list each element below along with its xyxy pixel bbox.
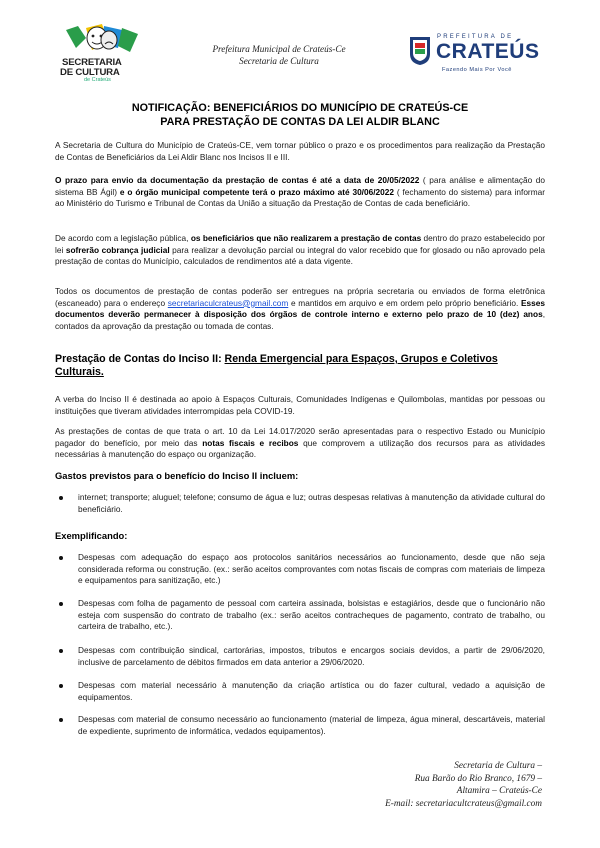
city-shield-icon <box>409 36 431 66</box>
legal-text-3: para realizar a devolução parcial ou integral do valor recebido que for glosado ou não aprovado pela prestação de contas do Município, calculados de rendimentos até a data vigente. <box>55 244 545 267</box>
list-item <box>75 492 545 515</box>
bullet-icon <box>59 649 63 653</box>
header-center <box>184 44 374 67</box>
list-item-text: Despesas com contribuição sindical, cartorárias, impostos, tributos e encargos sociais devidos, a partir de 29/06/2020, inclusive de parcelamento de débitos firmados em data anterior a 29/06/2020. <box>78 645 545 667</box>
deadline-text-2: ( fechamento do sistema) para informar ao Ministério do Turismo e Tribunal de Contas da União a situação da Prestação de Contas de cada beneficiário. <box>55 186 545 209</box>
list-item <box>75 714 545 737</box>
documents-text-2: e mantidos em arquivo e em ordem pelo próprio beneficiário. <box>288 297 521 308</box>
inciso-ii-heading-prefix: Prestação de Contas do Inciso II: <box>55 353 225 365</box>
deadline-paragraph <box>55 175 545 210</box>
logo-left-line1: SECRETARIA <box>62 57 122 68</box>
legal-bold-2: sofrerão cobrança judicial <box>65 244 170 255</box>
deadline-text-1: ( para análise e alimentação do sistema BB Ágil) <box>55 175 545 197</box>
prefeitura-crateus-logo <box>409 30 559 82</box>
secretaria-cultura-logo <box>56 24 148 86</box>
list-item-text: Despesas com material necessário à manutenção da criação artística ou do fazer cultural, vedado a aquisição de equipamentos. <box>78 680 545 702</box>
bullet-icon <box>59 684 63 688</box>
inciso-ii-heading <box>55 353 545 379</box>
list-item-text: internet; transporte; aluguel; telefone; consumo de água e luz; outras despesas relativas à manutenção da atividade cultural do beneficiário. <box>78 492 545 514</box>
footer-address <box>340 760 542 810</box>
documents-paragraph <box>55 286 545 332</box>
logo-left-line3: de Crateús <box>84 77 111 83</box>
document-title <box>40 101 560 129</box>
title-line-1: NOTIFICAÇÃO: BENEFICIÁRIOS DO MUNICÍPIO DE CRATEÚS-CE <box>131 102 469 114</box>
footer-line-2: Rua Barão do Rio Branco, 1679 – <box>414 773 542 784</box>
list-item <box>75 680 545 703</box>
gastos-heading: Gastos previstos para o benefício do Inciso II incluem: <box>55 470 299 481</box>
deadline-bold-2: e o órgão municipal competente terá o prazo máximo até 30/06/2022 <box>119 186 394 197</box>
inciso-ii-heading-underlined: Renda Emergencial para Espaços, Grupos e Coletivos Culturais. <box>55 353 498 379</box>
list-item <box>75 598 545 633</box>
email-link[interactable]: secretariaculcrateus@gmail.com <box>167 297 289 308</box>
documents-text-3: , contados da aprovação da prestação ou tomada de contas. <box>55 309 545 331</box>
legal-text-2: dentro do prazo estabelecido por lei <box>55 233 545 255</box>
list-item-text: Despesas com adequação do espaço aos protocolos sanitários necessários ao funcionamento, desde que não seja considerada reforma ou construção. (ex.: serão aceitos comprovantes com notas fiscais de compras com materiais de limpeza e equipamentos para sanitização, etc.) <box>78 552 545 586</box>
deadline-bold-1: O prazo para envio da documentação da prestação de contas é até a data de 20/05/2022 <box>55 175 420 185</box>
prestacoes-text-2: que comprovem a utilização dos recursos para as atividades necessárias à manutenção do espaço ou organização. <box>55 437 545 460</box>
logo-right-prefix: PREFEITURA DE <box>437 34 514 40</box>
title-line-2: PARA PRESTAÇÃO DE CONTAS DA LEI ALDIR BLANC <box>160 116 440 128</box>
list-item-text: Despesas com folha de pagamento de pessoal com carteira assinada, bolsistas e estagiários, desde que o funcionário não esteja com suspensão do contrato de trabalho (ex.: serão aceitos contracheques de pagamento, contrato de trabalho, ou carteira de trabalho, etc.). <box>78 598 545 632</box>
theater-masks-icon <box>64 24 140 58</box>
legal-text-1: De acordo com a legislação pública, <box>55 233 191 243</box>
list-item <box>75 552 545 587</box>
prestacoes-paragraph <box>55 426 545 461</box>
header-secretaria: Secretaria de Cultura <box>239 55 319 66</box>
logo-right-city: CRATEÚS <box>436 40 540 63</box>
list-item <box>75 645 545 668</box>
exemplos-heading: Exemplificando: <box>55 530 128 541</box>
bullet-icon <box>59 556 63 560</box>
inciso-ii-paragraph: A verba do Inciso II é destinada ao apoio à Espaços Culturais, Comunidades Indígenas e Quilombolas, mantidas por pessoas ou instituições que tiveram atividades interrompidas pela COVID-19. <box>55 394 545 416</box>
footer-line-3: Altamira – Crateús-Ce <box>456 786 542 797</box>
header-prefeitura: Prefeitura Municipal de Crateús-Ce <box>212 44 346 54</box>
logo-right-tagline: Fazendo Mais Por Você <box>442 67 512 73</box>
intro-paragraph: A Secretaria de Cultura do Município de Crateús-CE, vem tornar público o prazo e os procedimentos para realização da Prestação de Contas de Beneficiários da Lei Aldir Blanc nos Incisos II e III. <box>55 140 545 162</box>
prestacoes-bold-1: notas fiscais e recibos <box>202 437 299 448</box>
bullet-icon <box>59 602 63 606</box>
prestacoes-text-1: As prestações de contas de que trata o art. 10 da Lei 14.017/2020 serão apresentadas para o respectivo Estado ou Município pagador do benefício, por meio das <box>55 426 545 448</box>
logo-left-line2: DE CULTURA <box>60 67 120 78</box>
documents-bold-1: Esses documentos deverão permanecer à disposição dos órgãos de controle interno e externo pelo prazo de 10 (dez) anos <box>55 297 545 320</box>
bullet-icon <box>59 718 63 722</box>
documents-text-1: Todos os documentos de prestação de contas poderão ser entregues na própria secretaria ou enviados de forma eletrônica (escaneado) para o endereço <box>55 286 545 308</box>
footer-line-1: Secretaria de Cultura – <box>454 761 542 771</box>
footer-email: E-mail: secretariacultcrateus@gmail.com <box>385 798 542 809</box>
legal-bold-1: os beneficiários que não realizarem a prestação de contas <box>190 233 422 243</box>
bullet-icon <box>59 496 63 500</box>
legal-paragraph <box>55 233 545 268</box>
list-item-text: Despesas com material de consumo necessário ao funcionamento (material de limpeza, água mineral, descartáveis, material de expediente, suprimento de informática, vedados equipamentos). <box>78 714 545 736</box>
